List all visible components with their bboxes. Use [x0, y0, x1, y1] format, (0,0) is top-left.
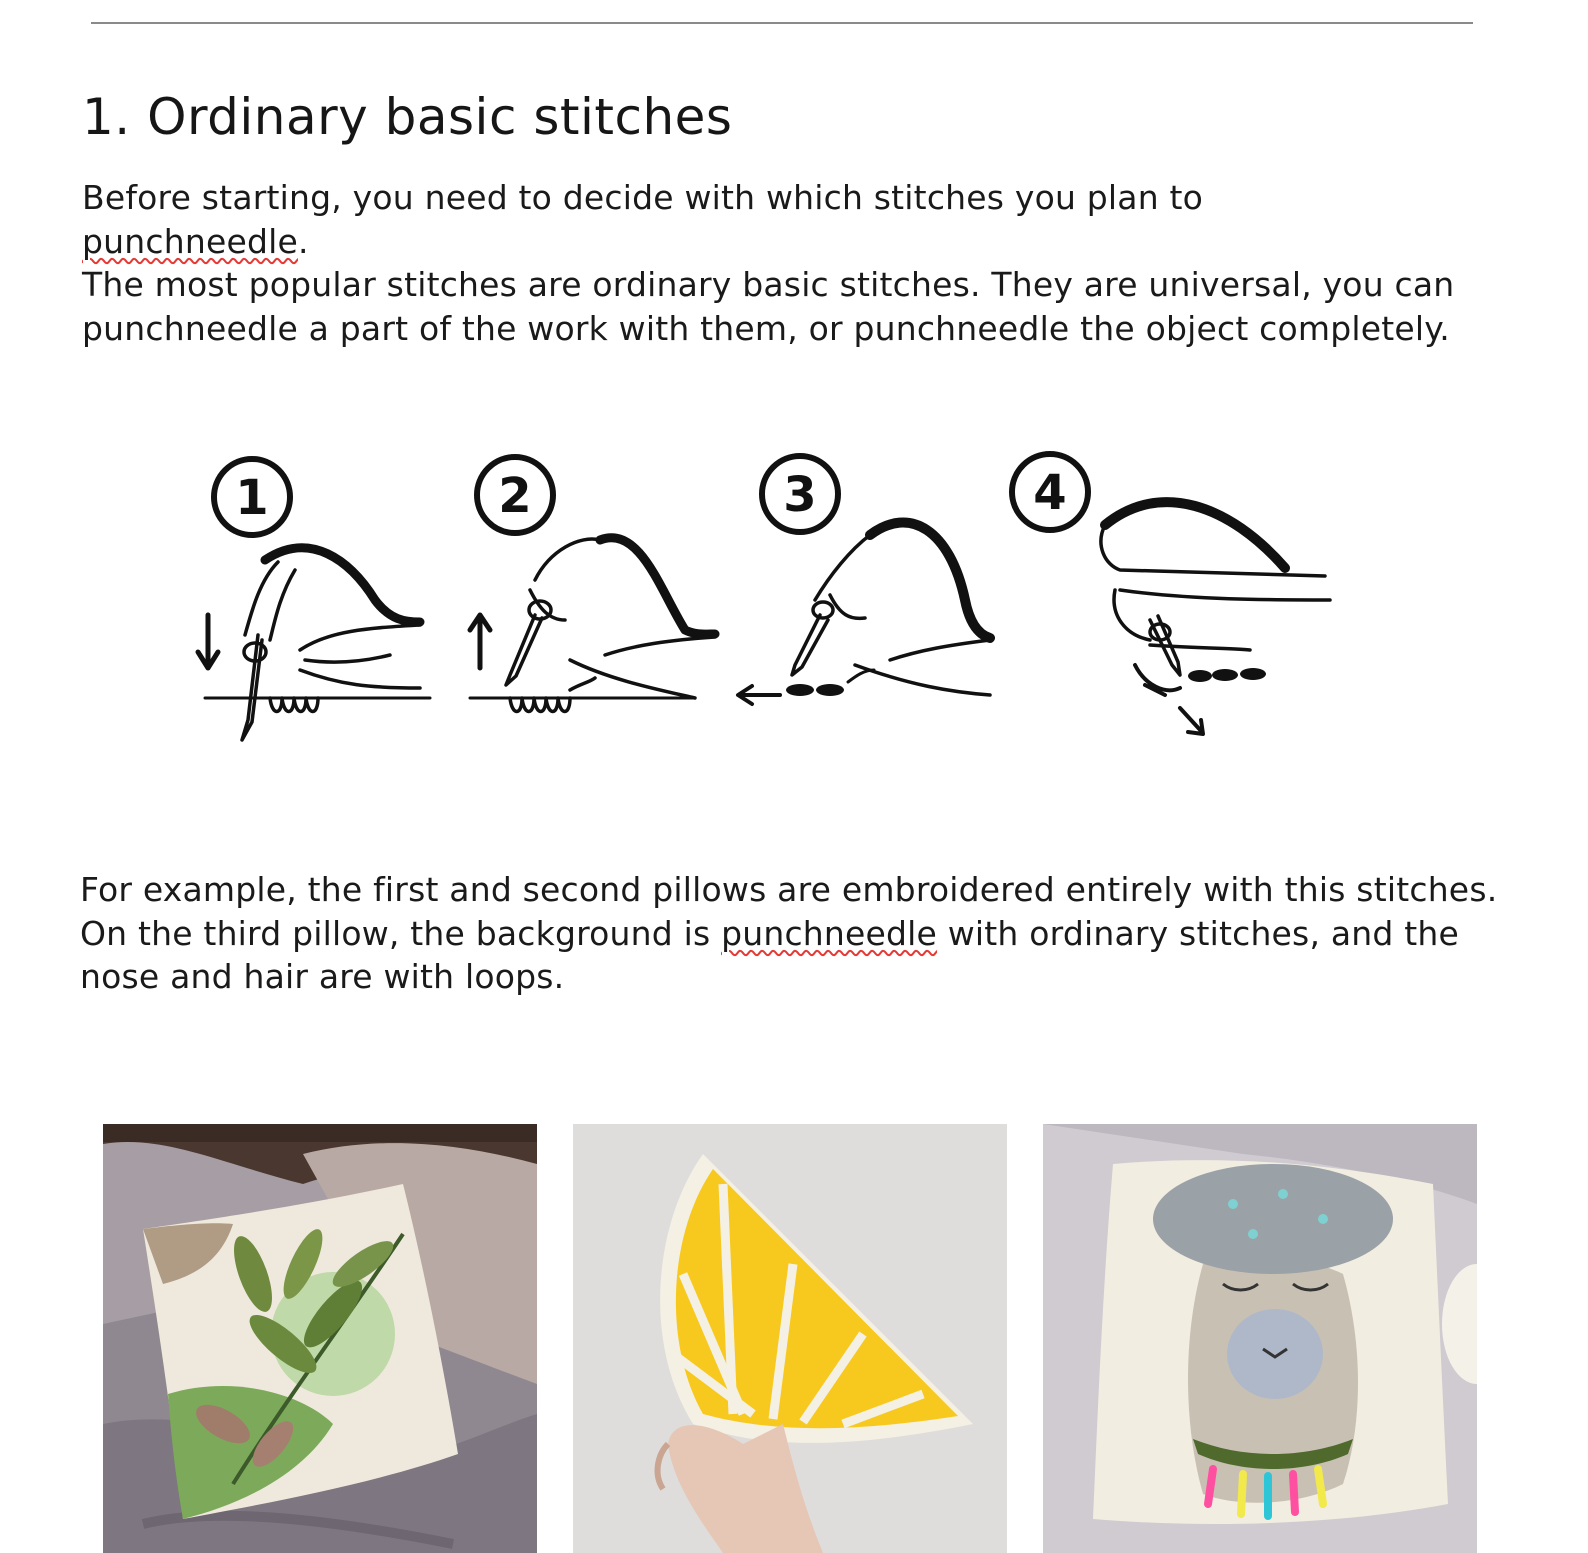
- step-2-needle: [506, 615, 542, 685]
- step-2-palm: [600, 538, 715, 634]
- step-2-number: 2: [498, 468, 532, 524]
- diagonal-arrow-icon: [1180, 708, 1203, 734]
- stitch-steps-diagram: [190, 450, 1370, 770]
- step-4-number: 4: [1033, 465, 1067, 521]
- step-4-illustration: [1012, 454, 1330, 734]
- left-arrow-icon: [738, 686, 780, 704]
- step-1-illustration: [198, 459, 430, 740]
- step-4-palm: [1105, 502, 1285, 568]
- horizontal-divider: [91, 22, 1473, 24]
- step-1-number: 1: [235, 470, 269, 526]
- step-2-illustration: [470, 457, 715, 712]
- misspelled-word[interactable]: punchneedle: [82, 221, 298, 261]
- step-3-illustration: [738, 456, 990, 704]
- example-text-end: with ordinary stitches, and the nose and hair are with loops.: [80, 913, 1459, 996]
- step-3-needle: [792, 615, 828, 675]
- lemon-pillow-photo: [573, 1124, 1007, 1553]
- example-paragraph: [80, 868, 1500, 999]
- section-heading: 1. Ordinary basic stitches: [82, 88, 733, 146]
- up-arrow-icon: [470, 615, 490, 668]
- llama-pillow-photo: [1043, 1124, 1477, 1553]
- example-text-start: For example, the first and second pillows are embroidered entirely with this stitches. On the third pillow, the background is: [80, 870, 1498, 953]
- step-3-palm: [870, 523, 990, 638]
- intro-paragraph: [82, 176, 1502, 350]
- down-arrow-icon: [198, 615, 218, 668]
- intro-text: Before starting, you need to decide with which stitches you plan to: [82, 178, 1204, 217]
- step-3-number: 3: [783, 467, 817, 523]
- leaf-pillow-photo: [103, 1124, 537, 1553]
- misspelled-word-2[interactable]: punchneedle: [721, 913, 938, 953]
- intro-period: .: [297, 221, 309, 261]
- popular-stitches-text: The most popular stitches are ordinary basic stitches. They are universal, you can punchneedle a part of the work with them, or punchneedle the object completely.: [82, 265, 1455, 348]
